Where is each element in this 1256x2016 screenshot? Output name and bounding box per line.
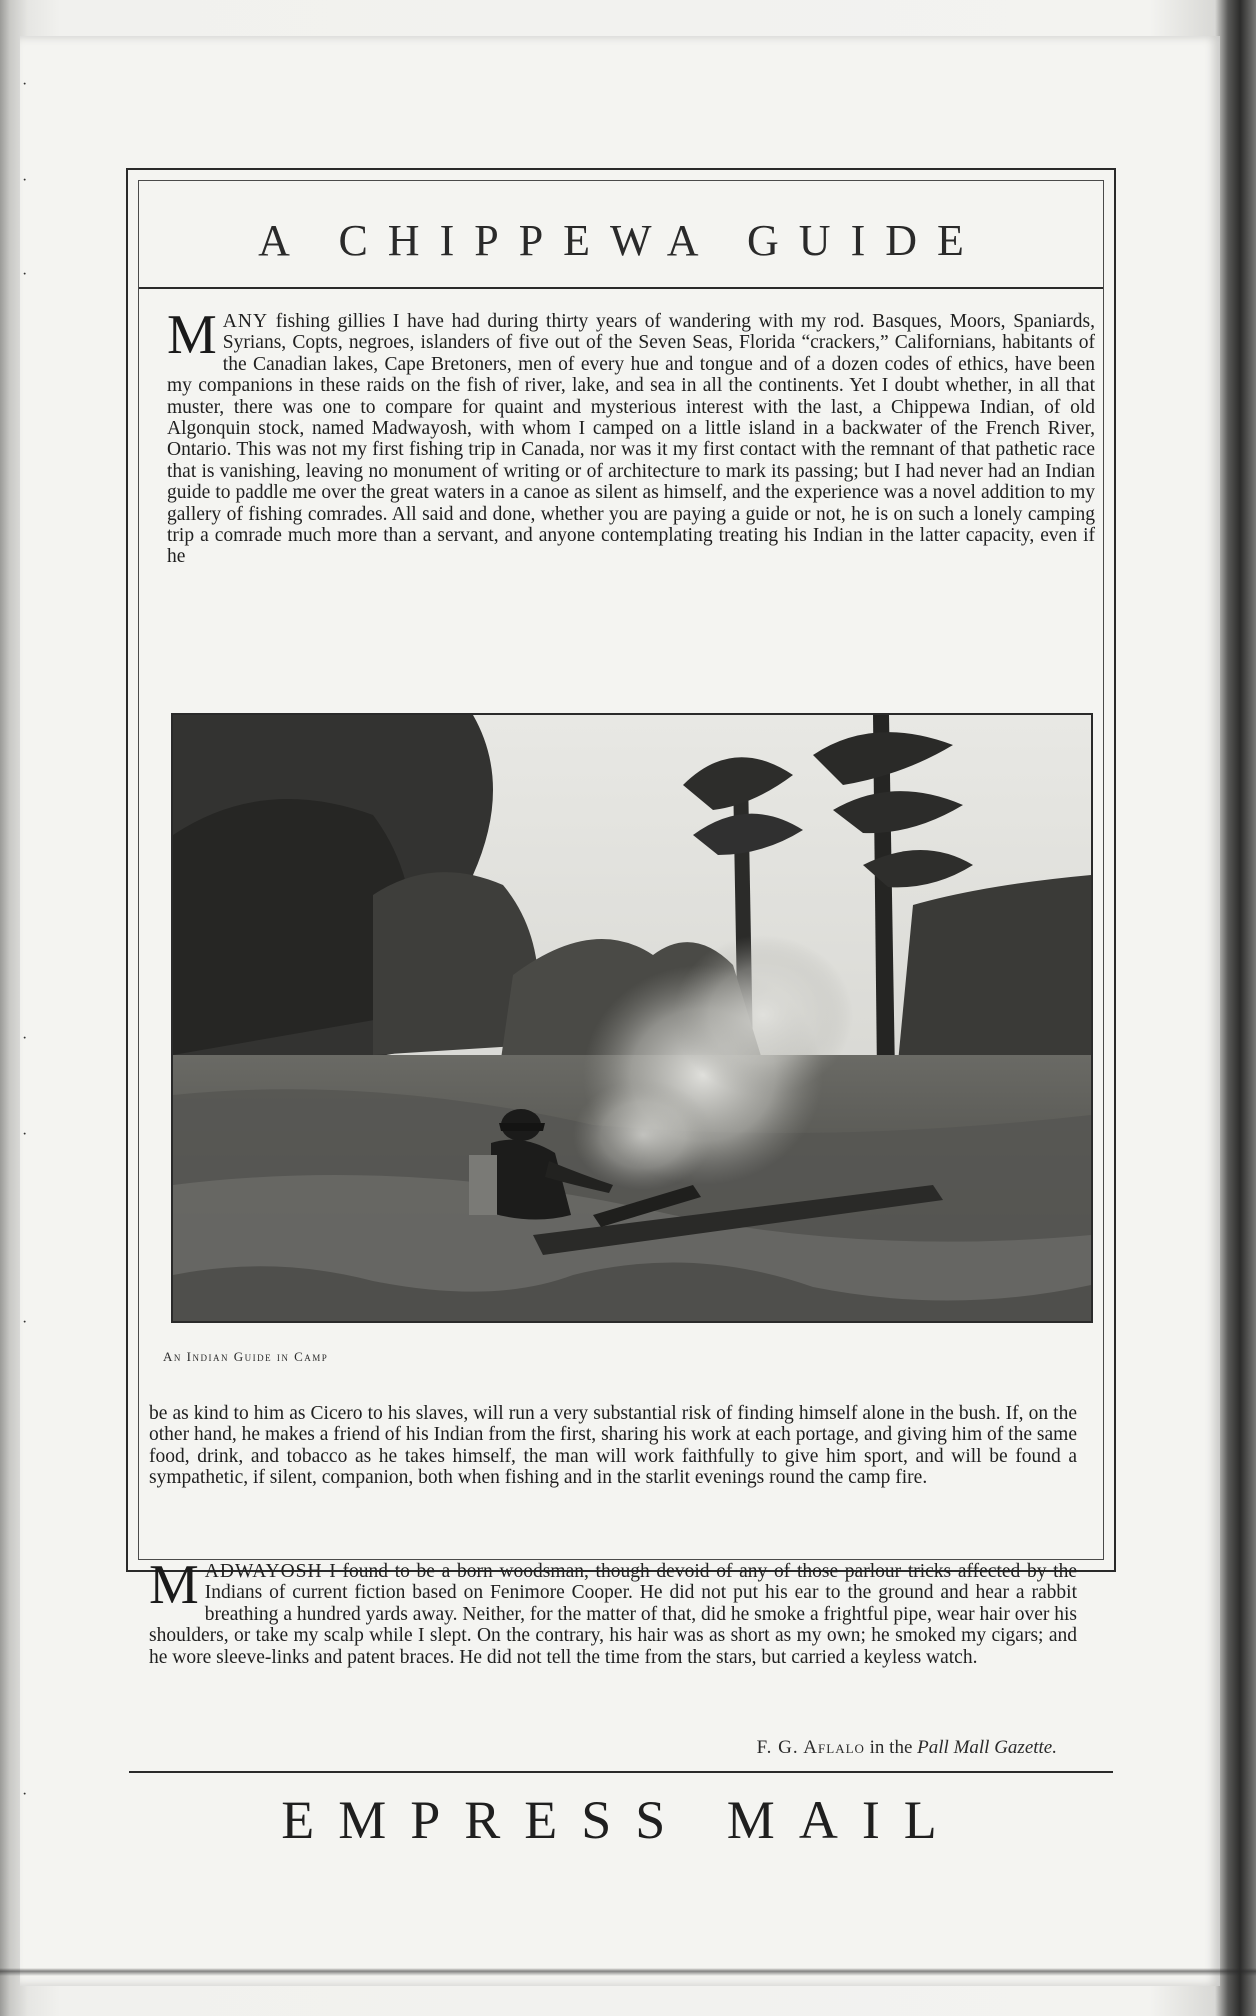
campfire-photo-image <box>173 715 1091 1321</box>
attribution <box>757 1737 1057 1759</box>
paragraph-madwayosh <box>149 1554 1077 1668</box>
article-inner-frame <box>138 180 1104 1850</box>
margin-speck: · <box>22 1314 28 1331</box>
margin-speck: · <box>22 266 28 283</box>
paragraph-madwayosh-text: I found to be a born woodsman, though devoid of any of those parlour tricks affected by the Indians of current fiction based on Fenimore Cooper. He did not put his ear to the ground and hear a rabbit breathing a hundred yards away. Neither, for the matter of that, did he smoke a frightful pipe, wear hair over his shoulders, or take my scalp while I slept. On the contrary, his hair was as short as my own; he smoked my cigars; and he wore sleeve-links and patent braces. He did not tell the time from the stars, but carried a keyless watch. <box>149 1561 1077 1668</box>
margin-speck: · <box>22 76 28 93</box>
paragraph-continuation: be as kind to him as Cicero to his slaves, will run a very substantial risk of finding himself alone in the bush. If, on the other hand, he makes a friend of his Indian from the first, sharing his work at each portage, and giving him of the same food, drink, and tobacco as he takes himself, the man will work faithfully to give him sport, and will be found a sympathetic, if silent, companion, both when fishing and in the starlit evenings round the camp fire. <box>149 1403 1077 1489</box>
footer-divider <box>129 1771 1113 1773</box>
drop-cap: M <box>149 1554 199 1616</box>
attribution-author: F. G. Aflalo <box>756 1737 865 1758</box>
photo-caption: An Indian Guide in Camp <box>163 1349 329 1364</box>
title-divider <box>139 287 1103 289</box>
article-frame <box>126 168 1116 1850</box>
paragraph-intro <box>167 304 1095 568</box>
article-title: A CHIPPEWA GUIDE <box>258 216 984 265</box>
lead-word: ADWAYOSH <box>204 1561 323 1582</box>
margin-speck: · <box>22 172 28 189</box>
margin-speck: · <box>22 1030 28 1047</box>
margin-speck: · <box>22 1126 28 1143</box>
margin-speck: · <box>22 1786 28 1803</box>
drop-cap: M <box>167 304 217 366</box>
masthead: EMPRESS MAIL <box>281 1790 961 1850</box>
article-photo <box>171 713 1093 1323</box>
paragraph-intro-text: fishing gillies I have had during thirty years of wandering with my rod. Basques, Moors, Spaniards, Syrians, Copts, negroes, islanders of five out of the Seven Seas, Florida “crackers,” Californians, habitants of the Canadian lakes, Cape Bretoners, men of every hue and tongue and of a dozen codes of ethics, have been my companions in these raids on the fish of river, lake, and sea in all the continents. Yet I doubt whether, in all that muster, there was one to compare for quaint and mysterious interest with the last, a Chippewa Indian, of old Algonquin stock, named Madwayosh, with whom I camped on a little island in a backwater of the French River, Ontario. This was not my first fishing trip in Canada, nor was it my first contact with the remnant of that pathetic race that is vanishing, leaving no monument of writing or of architecture to mark its passing; but I had never had an Indian guide to paddle me over the great waters in a canoe as silent as himself, and the experience was a novel addition to my gallery of fishing comrades. All said and done, whether you are paying a guide or not, he is on such a lonely camping trip a comrade much more than a servant, and anyone contemplating treating his Indian in the latter capacity, even if he <box>167 311 1095 568</box>
scan-bottom-edge <box>0 1968 1256 1976</box>
lead-word: ANY <box>222 311 269 332</box>
attribution-connector: in the <box>864 1737 918 1758</box>
attribution-source: Pall Mall Gazette. <box>917 1737 1057 1758</box>
